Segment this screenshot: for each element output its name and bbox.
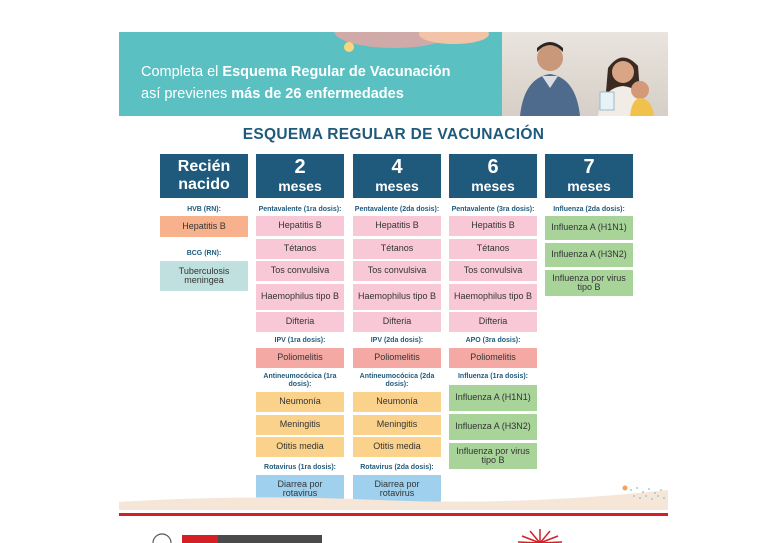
dose-label: Pentavalente (3ra dosis):: [451, 206, 535, 213]
vaccine-item: Diarrea por rotavirus: [353, 475, 441, 503]
vaccine-item: Diarrea por rotavirus: [256, 475, 344, 503]
vaccine-item: Poliomelitis: [256, 348, 344, 368]
header-line-2: nacido: [178, 176, 230, 193]
vaccine-item: Hepatitis B: [160, 216, 248, 237]
dose-label: Rotavirus (2da dosis):: [360, 464, 434, 471]
dose-label: Antineumocócica (2da dosis):: [359, 373, 435, 388]
vaccine-item: Otitis media: [256, 437, 344, 457]
vaccination-poster: [119, 32, 668, 510]
vaccine-item: Influenza por virus tipo B: [449, 443, 537, 469]
vaccine-item: Difteria: [353, 312, 441, 332]
vaccine-item: Influenza A (H1N1): [545, 216, 633, 240]
column-header-7-months: [545, 154, 633, 198]
government-logo-icon: [150, 533, 322, 543]
vaccine-item: Tétanos: [353, 239, 441, 259]
header-number: 6: [487, 156, 499, 178]
dose-label: IPV (1ra dosis):: [274, 337, 326, 344]
footer-red-line: [119, 513, 668, 516]
man-figure-icon: [512, 38, 584, 116]
header-number: 4: [391, 156, 403, 178]
decor-dot: [344, 42, 354, 52]
dose-label: Pentavalente (2da dosis):: [354, 206, 440, 213]
header-number: 7: [583, 156, 595, 178]
vaccine-item: Meningitis: [256, 415, 344, 435]
vaccine-item: Tétanos: [256, 239, 344, 259]
vaccine-item: Neumonía: [256, 392, 344, 412]
vaccine-item: Tos convulsiva: [256, 261, 344, 281]
column-header-4-months: [353, 154, 441, 198]
header-unit: meses: [567, 178, 611, 194]
dose-label: Pentavalente (1ra dosis):: [258, 206, 342, 213]
dose-label: Influenza (2da dosis):: [553, 206, 625, 213]
vaccine-item: Haemophilus tipo B: [353, 284, 441, 310]
vaccine-item: Difteria: [449, 312, 537, 332]
page-title: ESQUEMA REGULAR DE VACUNACIÓN: [242, 126, 545, 143]
vaccine-item: Tos convulsiva: [449, 261, 537, 281]
dose-label: HVB (RN):: [187, 206, 221, 213]
header-banner: [119, 32, 668, 116]
header-unit: meses: [471, 178, 515, 194]
banner-line-1: [141, 64, 450, 80]
vaccine-item: Influenza A (H3N2): [449, 414, 537, 440]
woman-child-icon: [594, 52, 656, 116]
dose-label: Antineumocócica (1ra dosis):: [263, 373, 337, 388]
header-unit: meses: [278, 178, 322, 194]
column-header-6-months: [449, 154, 537, 198]
dose-label: Influenza (1ra dosis):: [457, 373, 528, 380]
vaccine-item: Difteria: [256, 312, 344, 332]
family-photo-icon: [502, 32, 668, 116]
vaccine-item: Poliomelitis: [353, 348, 441, 368]
vaccine-item: Haemophilus tipo B: [256, 284, 344, 310]
vaccine-item: Hepatitis B: [353, 216, 441, 236]
vaccine-item: Hepatitis B: [256, 216, 344, 236]
header-unit: meses: [375, 178, 419, 194]
column-header-2-months: [256, 154, 344, 198]
vaccine-item: Hepatitis B: [449, 216, 537, 236]
header-line-1: Recién: [177, 158, 231, 175]
vaccine-item: Tuberculosis meningea: [160, 261, 248, 291]
banner-line-2-text: así previenes: [141, 86, 232, 102]
vaccine-item: Influenza A (H3N2): [545, 243, 633, 267]
vaccine-item: Otitis media: [353, 437, 441, 457]
vaccine-item: Poliomelitis: [449, 348, 537, 368]
dose-label: BCG (RN):: [186, 250, 222, 257]
vaccine-item: Neumonía: [353, 392, 441, 412]
banner-line-1-bold: Esquema Regular de Vacunación: [222, 64, 451, 80]
column-header-newborn: [160, 154, 248, 198]
bicentenario-logo-icon: [514, 527, 566, 543]
vaccine-item: Influenza por virus tipo B: [545, 270, 633, 296]
dose-label: IPV (2da dosis):: [370, 337, 424, 344]
vaccine-item: Influenza A (H1N1): [449, 385, 537, 411]
vaccine-item: Tétanos: [449, 239, 537, 259]
dose-label: APO (3ra dosis):: [465, 337, 521, 344]
vaccine-item: Tos convulsiva: [353, 261, 441, 281]
dose-label: Rotavirus (1ra dosis):: [264, 464, 336, 471]
vaccine-item: Meningitis: [353, 415, 441, 435]
banner-line-2: [141, 86, 404, 102]
header-number: 2: [294, 156, 306, 178]
banner-line-2-bold: más de 26 enfermedades: [231, 86, 404, 102]
vaccine-item: Haemophilus tipo B: [449, 284, 537, 310]
decorative-wave-icon: [119, 484, 668, 510]
banner-line-1-text: Completa el: [141, 64, 223, 80]
